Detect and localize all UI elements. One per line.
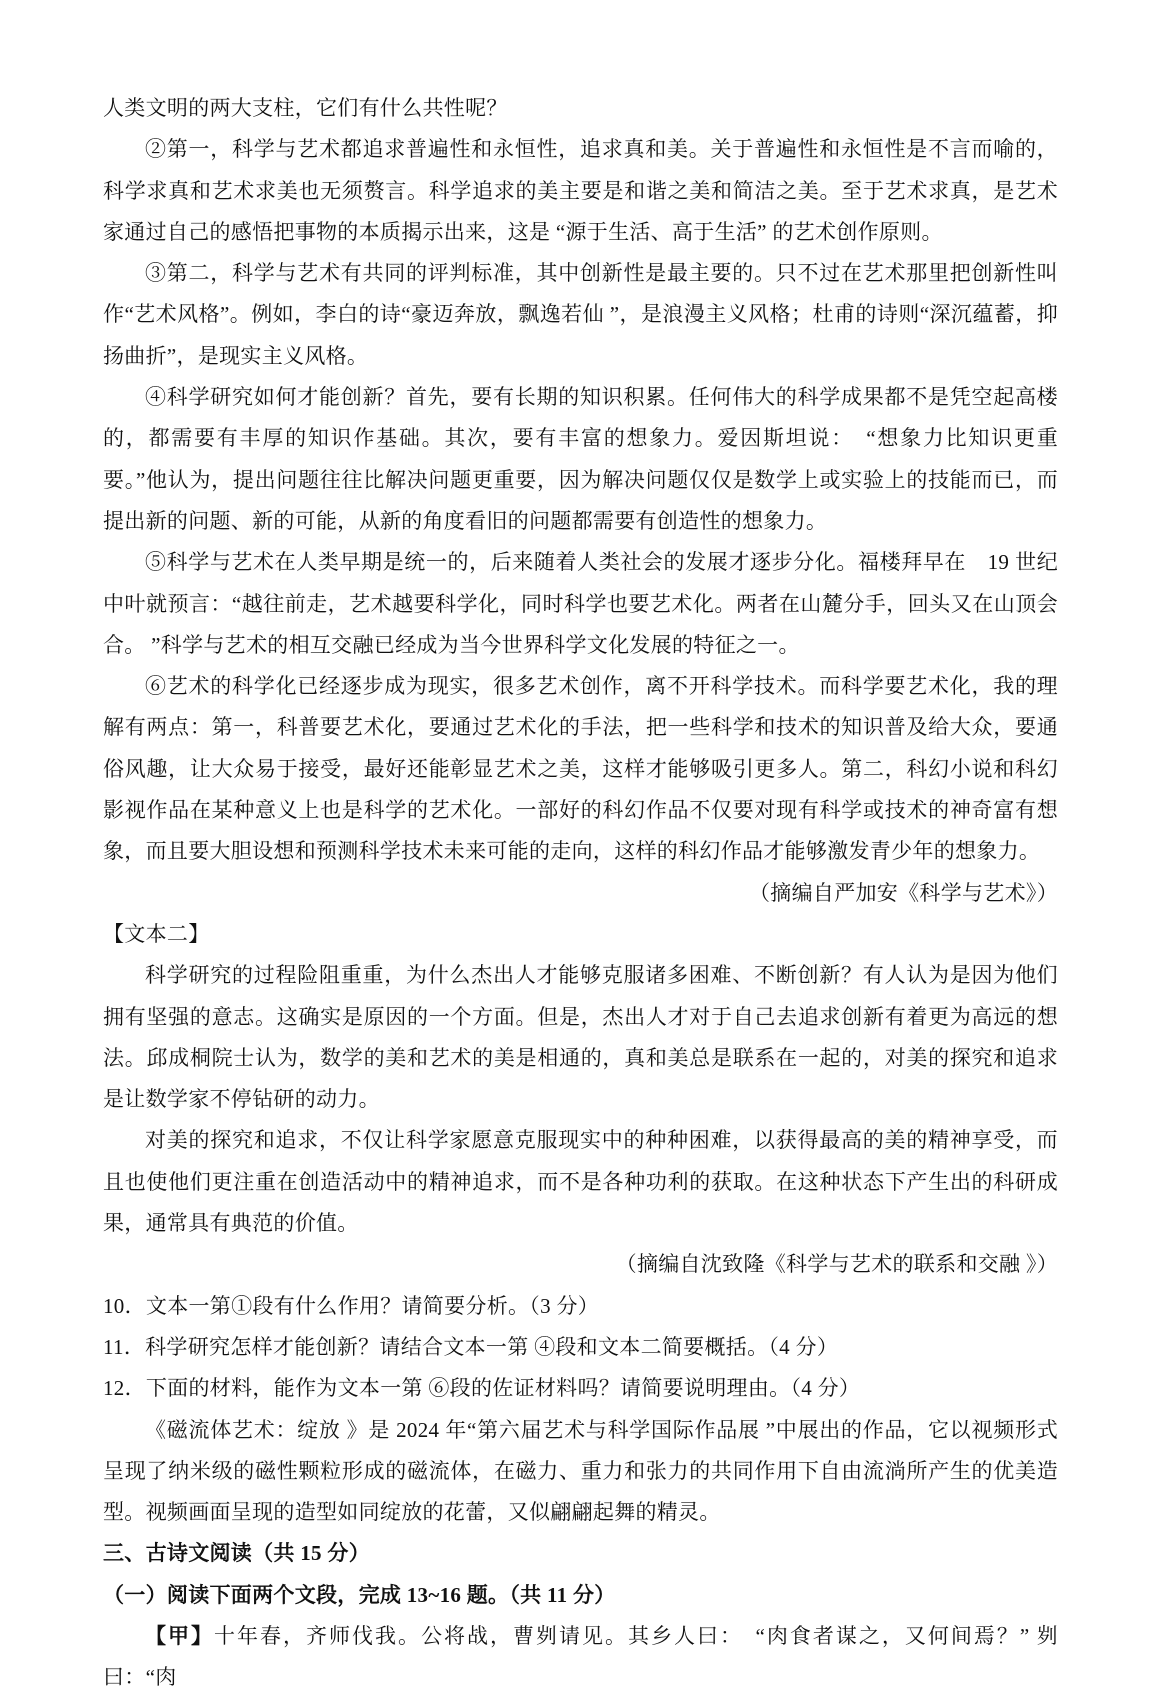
text-one-paragraph-3: ③第二，科学与艺术有共同的评判标准，其中创新性是最主要的。只不过在艺术那里把创新性叫作“艺术风格”。例如，李白的诗“豪迈奔放，飘逸若仙 ”，是浪漫主义风格；杜甫的诗则“深沉蕴蓄，抑扬曲折”，是现实主义风格。 [103, 261, 1058, 368]
text-two-attribution: （摘编自沈致隆《科学与艺术的联系和交融 》） [615, 1252, 1058, 1277]
question-11: 11．科学研究怎样才能创新？请结合文本一第 ④段和文本二简要概括。（4 分） [103, 1334, 839, 1359]
passage-jia-opening [103, 1616, 1058, 1699]
text-one-paragraph-1-continuation: 人类文明的两大支柱，它们有什么共性呢？ [103, 96, 508, 120]
question-12: 12．下面的材料，能作为文本一第 ⑥段的佐证材料吗？请简要说明理由。（4 分） [103, 1376, 861, 1401]
passage-jia-text: 十年春，齐师伐我。公将战，曹刿请见。其乡人曰： “肉食者谋之，又何间焉？” 刿曰：“肉 [103, 1623, 1058, 1690]
text-one-paragraph-5: ⑤科学与艺术在人类早期是统一的，后来随着人类社会的发展才逐步分化。福楼拜早在 19 世纪中叶就预言：“越往前走，艺术越要科学化，同时科学也要艺术化。两者在山麓分手，回头又在山顶会合。 ”科学与艺术的相互交融已经成为当今世界科学文化发展的特征之一。 [103, 550, 1058, 657]
subsection-one-heading: （一）阅读下面两个文段，完成 13~16 题。（共 11 分） [103, 1582, 616, 1607]
passage-jia-label: 【甲】 [145, 1623, 214, 1648]
text-one-paragraph-4: ④科学研究如何才能创新？首先，要有长期的知识积累。任何伟大的科学成果都不是凭空起高楼的，都需要有丰厚的知识作基础。其次，要有丰富的想象力。爱因斯坦说： “想象力比知识更重要。”他认为，提出问题往往比解决问题更重要，因为解决问题仅仅是数学上或实验上的技能而已，而提出新的问题、新的可能，从新的角度看旧的问题都需要有创造性的想象力。 [103, 385, 1058, 533]
text-two-heading: 【文本二】 [103, 921, 210, 946]
question-10: 10．文本一第①段有什么作用？请简要分析。（3 分） [103, 1293, 600, 1318]
text-one-paragraph-6: ⑥艺术的科学化已经逐步成为现实，很多艺术创作，离不开科学技术。而科学要艺术化，我的理解有两点：第一，科普要艺术化，要通过艺术化的手法，把一些科学和技术的知识普及给大众，要通俗风趣，让大众易于接受，最好还能彰显艺术之美，这样才能够吸引更多人。第二，科幻小说和科幻影视作品在某种意义上也是科学的艺术化。一部好的科幻作品不仅要对现有科学或技术的神奇富有想象，而且要大胆设想和预测科学技术未来可能的走向，这样的科幻作品才能够激发青少年的想象力。 [103, 674, 1058, 864]
text-two-paragraph-2: 对美的探究和追求，不仅让科学家愿意克服现实中的种种困难，以获得最高的美的精神享受，而且也使他们更注重在创造活动中的精神追求，而不是各种功利的获取。在这种状态下产生出的科研成果，通常具有典范的价值。 [103, 1128, 1058, 1236]
text-one-paragraph-2: ②第一，科学与艺术都追求普遍性和永恒性，追求真和美。关于普遍性和永恒性是不言而喻的，科学求真和艺术求美也无须赘言。科学追求的美主要是和谐之美和简洁之美。至于艺术求真，是艺术家通过自己的感悟把事物的本质揭示出来，这是 “源于生活、高于生活” 的艺术创作原则。 [103, 137, 1058, 244]
section-three-heading: 三、古诗文阅读（共 15 分） [103, 1541, 370, 1566]
question-12-material: 《磁流体艺术：绽放 》是 2024 年“第六届艺术与科学国际作品展 ”中展出的作品，它以视频形式呈现了纳米级的磁性颗粒形成的磁流体，在磁力、重力和张力的共同作用下自由流淌所产生的优美造型。视频画面呈现的造型如同绽放的花蕾，又似翩翩起舞的精灵。 [103, 1417, 1058, 1525]
text-two-paragraph-1: 科学研究的过程险阻重重，为什么杰出人才能够克服诸多困难、不断创新？有人认为是因为他们拥有坚强的意志。这确实是原因的一个方面。但是，杰出人才对于自己去追求创新有着更为高远的想法。邱成桐院士认为，数学的美和艺术的美是相通的，真和美总是联系在一起的，对美的探究和追求是让数学家不停钻研的动力。 [103, 963, 1058, 1112]
text-one-attribution: （摘编自严加安《科学与艺术》） [749, 880, 1058, 905]
